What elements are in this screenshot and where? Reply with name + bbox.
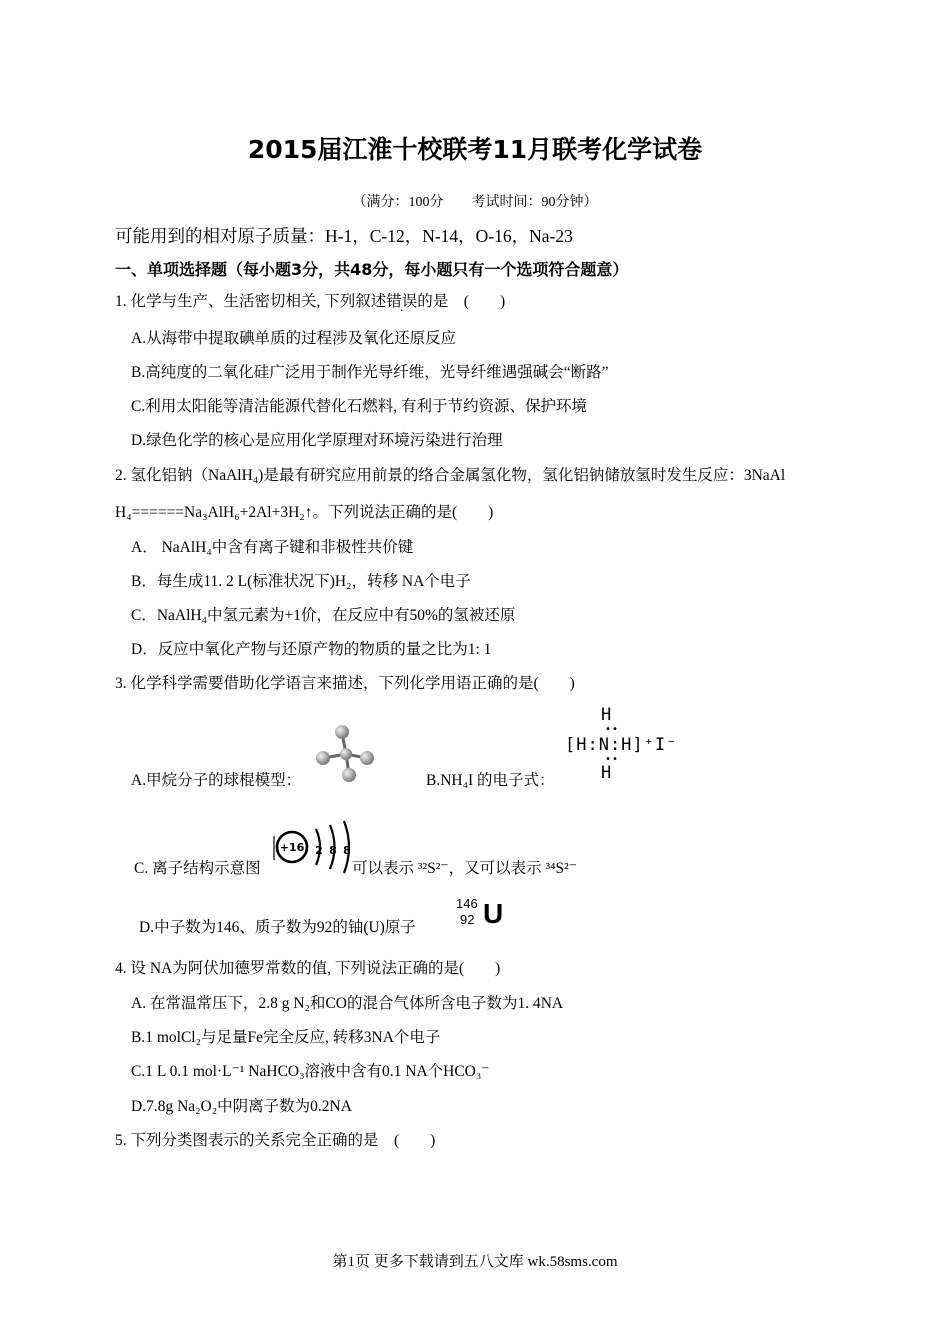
q4-stem: 4. 设 NA为阿伏加德罗常数的值, 下列说法正确的是( ) bbox=[115, 960, 501, 977]
q2-stem-line1: 2. 氢化铝钠（NaAlH₄)是最有研究应用前景的络合金属氢化物，氢化铝钠储放氢时发生反应：3NaAl bbox=[115, 467, 786, 484]
q2-option-a: A． NaAlH₄中含有离子键和非极性共价键 bbox=[131, 539, 414, 556]
methane-ball-stick-model bbox=[306, 722, 376, 784]
ammonium-iodide-electron-formula: H •• [H:N:H]⁺I⁻ •• H bbox=[565, 705, 678, 783]
page-footer: 第1页 更多下载请到五八文库 wk.58sms.com bbox=[332, 1254, 618, 1270]
q1-stem bbox=[115, 292, 505, 312]
q2-option-c: C．NaAlH₄中氢元素为+1价，在反应中有50%的氢被还原 bbox=[131, 607, 516, 624]
shell-1-count: 2 bbox=[315, 844, 323, 857]
sulfide-ion-structure-diagram bbox=[272, 820, 354, 878]
uranium-nuclide-symbol bbox=[456, 896, 516, 936]
q3-option-b: B.NH₄I 的电子式： bbox=[426, 772, 555, 789]
q5-stem: 5. 下列分类图表示的关系完全正确的是 ( ) bbox=[115, 1132, 436, 1149]
q4-option-c: C.1 L 0.1 mol·L⁻¹ NaHCO₃溶液中含有0.1 NA个HCO₃⁻ bbox=[131, 1063, 490, 1080]
q3-stem: 3. 化学科学需要借助化学语言来描述，下列化学用语正确的是( ) bbox=[115, 675, 575, 692]
q3-option-c-label: C. 离子结构示意图 bbox=[134, 860, 261, 877]
exam-meta: （满分：100分 考试时间：90分钟） bbox=[352, 195, 598, 210]
q3-option-c-tail: 可以表示 ³²S²⁻，又可以表示 ³⁴S²⁻ bbox=[352, 860, 577, 877]
q1-stem-emphasis: 错误 bbox=[386, 293, 418, 310]
q2-option-b: B．每生成11. 2 L(标准状况下)H₂，转移 NA个电子 bbox=[131, 573, 471, 590]
uranium-element-symbol: U bbox=[483, 898, 504, 929]
q4-option-d: D.7.8g Na₂O₂中阴离子数为0.2NA bbox=[131, 1098, 352, 1115]
q1-option-a: A.从海带中提取碘单质的过程涉及氧化还原反应 bbox=[131, 330, 457, 347]
q1-stem-part2: 的是 ( ) bbox=[417, 293, 506, 310]
shell-2-count: 8 bbox=[329, 844, 337, 857]
q2-stem-line2: H₄======Na₃AlH₆+2Al+3H₂↑。下列说法正确的是( ) bbox=[115, 504, 494, 521]
q2-option-d: D．反应中氧化产物与还原产物的物质的量之比为1: 1 bbox=[131, 641, 492, 658]
uranium-proton-number: 92 bbox=[460, 912, 475, 927]
ammonium-bracket: [H:N:H]⁺I⁻ bbox=[565, 735, 678, 755]
q1-option-b: B.高纯度的二氧化硅广泛用于制作光导纤维，光导纤维遇强碱会“断路” bbox=[131, 364, 609, 381]
ammonium-h-bottom: H bbox=[601, 763, 612, 783]
shell-3-count: 8 bbox=[343, 844, 351, 857]
nucleus-charge: +16 bbox=[279, 841, 305, 854]
atomic-masses: 可能用到的相对原子质量：H-1，C-12，N-14，O-16，Na-23 bbox=[115, 226, 573, 246]
q3-option-a: A.甲烷分子的球棍模型： bbox=[131, 772, 302, 789]
section-heading: 一、单项选择题（每小题3分，共48分，每小题只有一个选项符合题意） bbox=[115, 260, 629, 279]
q1-option-d: D.绿色化学的核心是应用化学原理对环境污染进行治理 bbox=[131, 432, 503, 449]
q1-stem-part1: 1. 化学与生产、生活密切相关, 下列叙述 bbox=[115, 293, 387, 310]
q4-option-b: B.1 molCl₂与足量Fe完全反应, 转移3NA个电子 bbox=[131, 1029, 441, 1046]
exam-title: 2015届江淮十校联考11月联考化学试卷 bbox=[247, 135, 703, 164]
q4-option-a: A. 在常温常压下，2.8 g N₂和CO的混合气体所含电子数为1. 4NA bbox=[131, 995, 564, 1012]
ammonium-h-top: H bbox=[601, 705, 612, 725]
q1-option-c: C.利用太阳能等清洁能源代替化石燃料, 有利于节约资源、保护环境 bbox=[131, 398, 587, 415]
uranium-mass-number: 146 bbox=[456, 896, 478, 911]
q3-option-d: D.中子数为146、质子数为92的铀(U)原子 bbox=[139, 919, 416, 936]
